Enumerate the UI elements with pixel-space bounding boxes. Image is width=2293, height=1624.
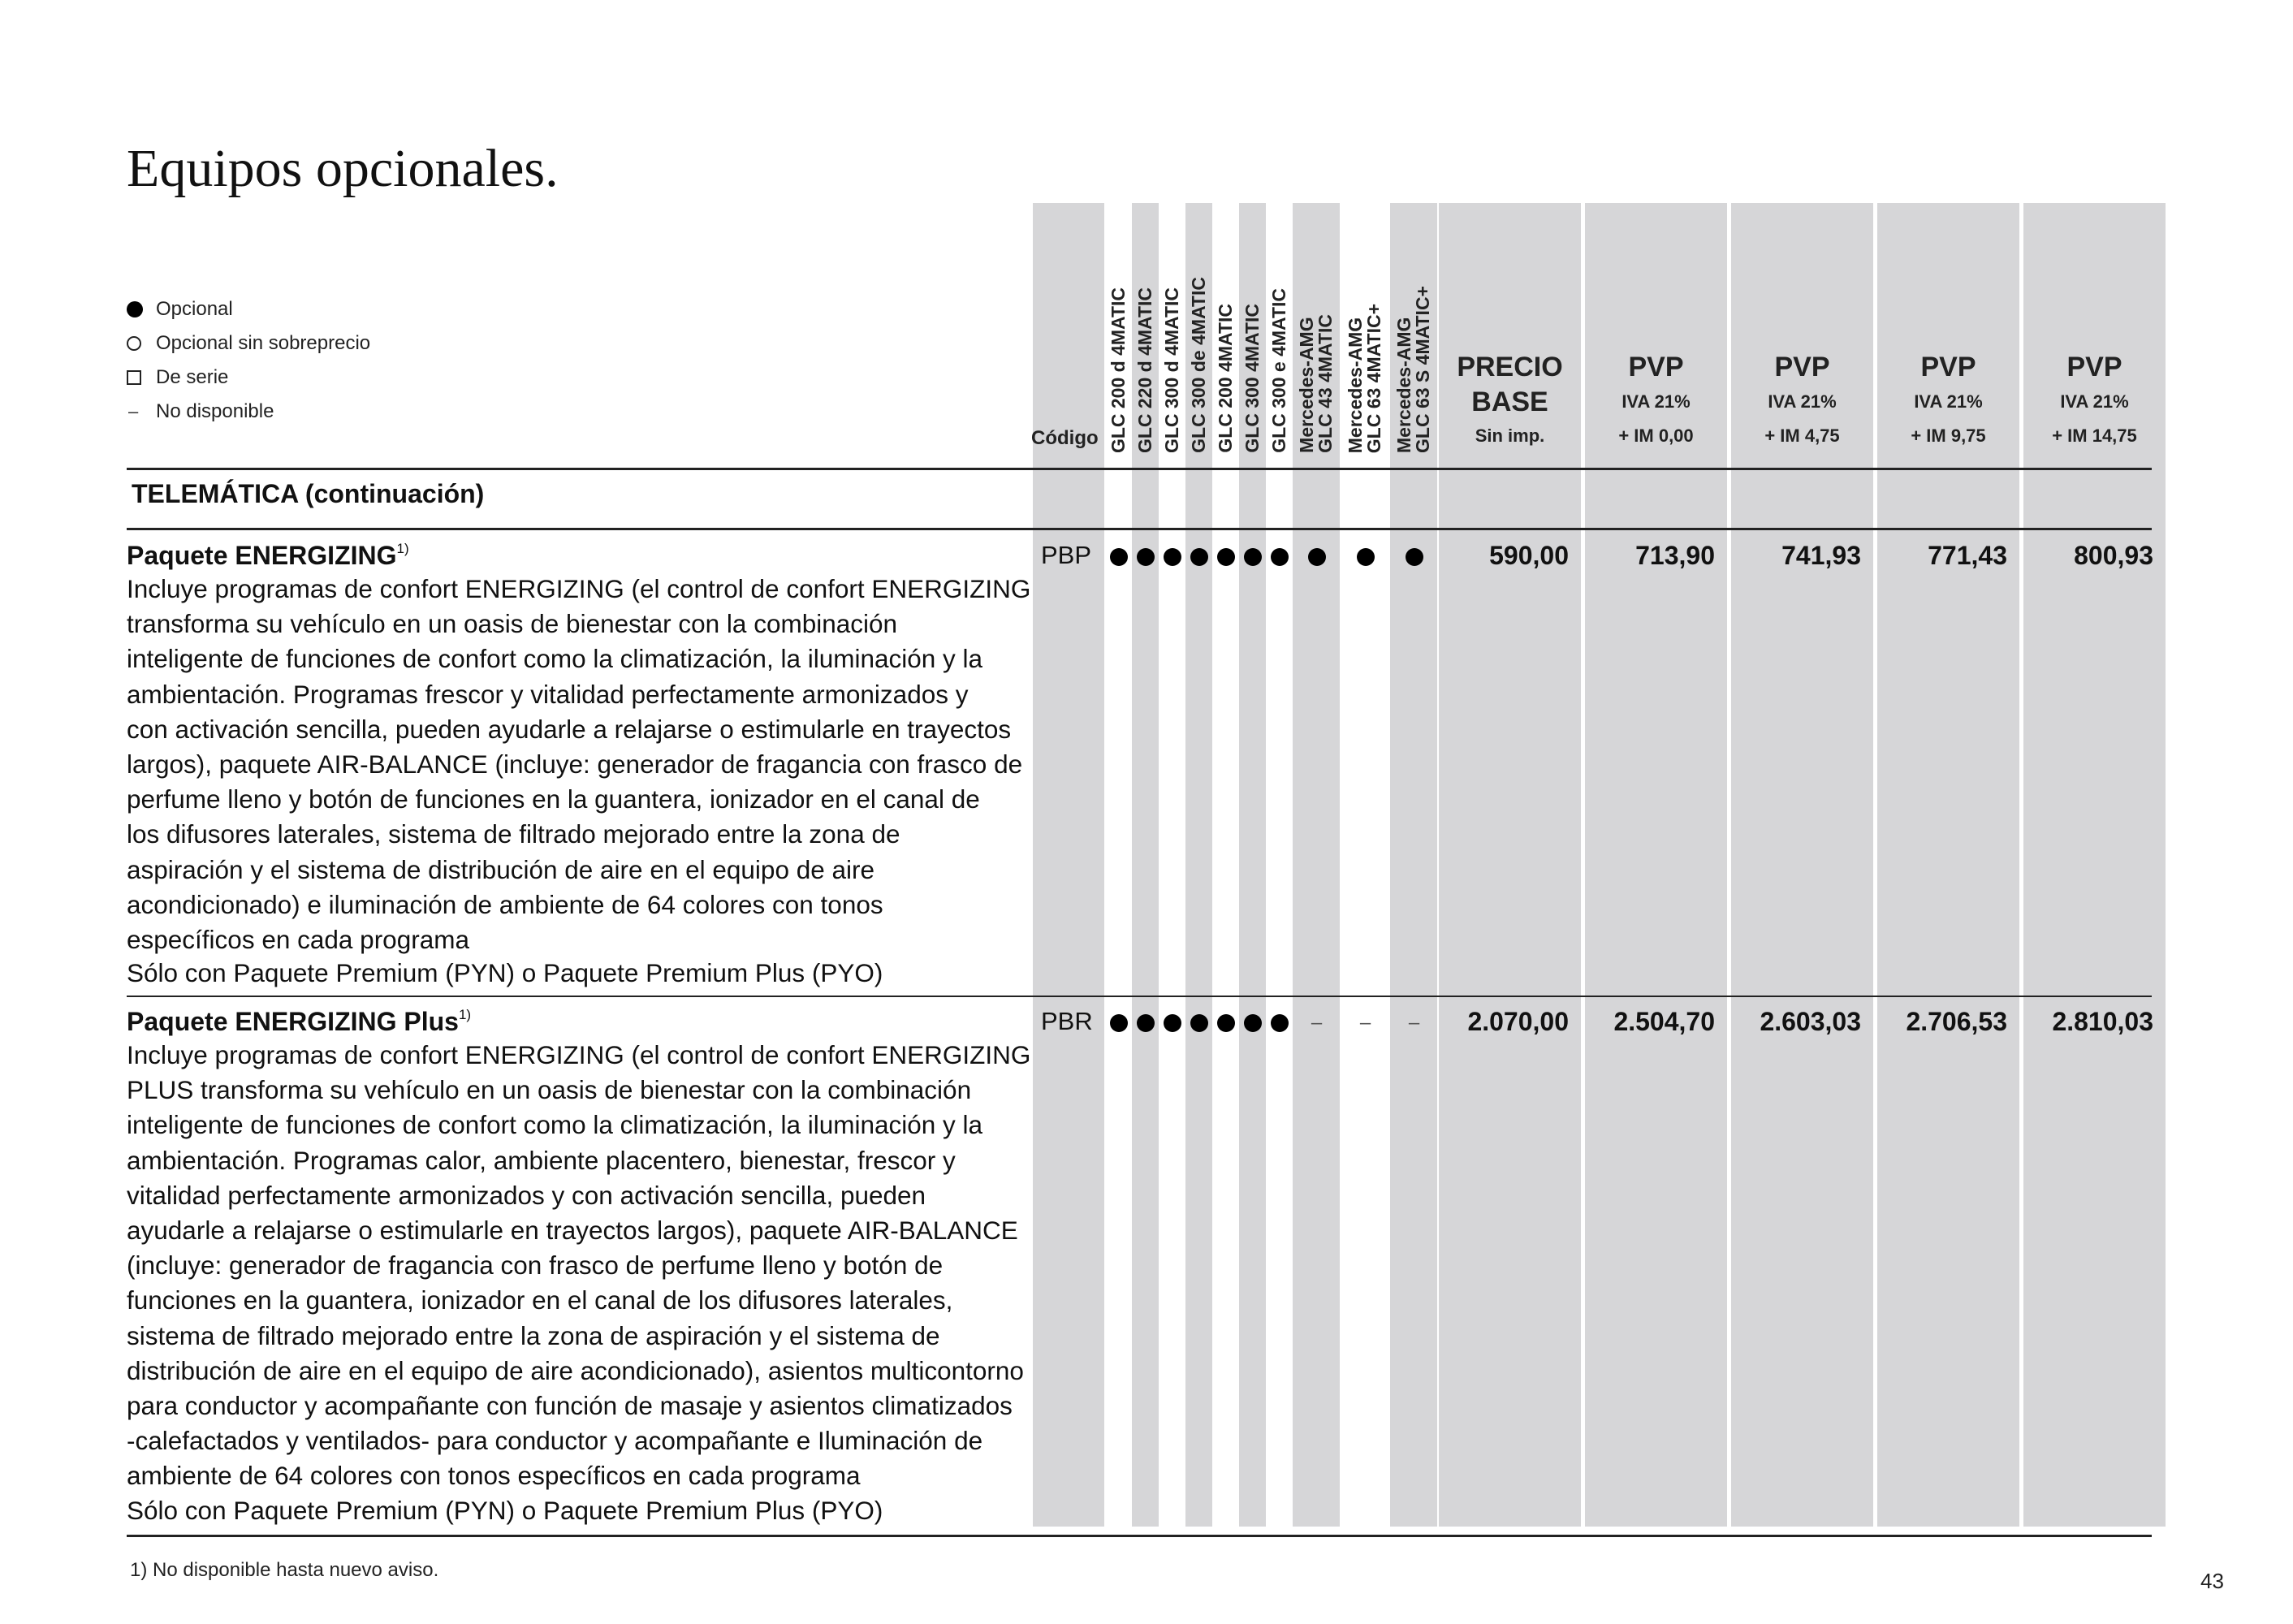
dash-icon: – [1408,1012,1420,1034]
model-header-2: GLC 220 d 4MATIC [1134,287,1155,453]
pvp-im-0: 713,90 [1635,541,1715,570]
filled-dot-icon [1352,542,1379,572]
filled-dot-icon [1303,542,1330,572]
filled-dot-icon [1105,542,1132,572]
model-header-6: GLC 300 4MATIC [1242,304,1263,453]
pvp-header-2: PVP IVA 21% + IM 4,75 [1764,352,1840,446]
filled-dot-icon [1185,542,1212,572]
model-header-8: Mercedes-AMG GLC 43 4MATIC [1296,314,1336,453]
filled-dot-icon [1266,1009,1293,1038]
filled-dot-icon [1132,1009,1159,1038]
filled-dot-icon [1212,1009,1239,1038]
footnote-ref: 1) [396,541,409,556]
pvp-header-4: PVP IVA 21% + IM 14,75 [2052,352,2137,446]
filled-dot-icon [1266,542,1293,572]
dash-icon: – [1359,1012,1371,1034]
filled-dot-icon [1132,542,1159,572]
item-note: Sólo con Paquete Premium (PYN) o Paquete Premium Plus (PYO) [127,958,883,987]
precio-base-header: PRECIO BASE Sin imp. [1457,352,1563,446]
filled-dot-icon [1159,1009,1185,1038]
filled-dot-icon [1185,1009,1212,1038]
item-description: Incluye programas de confort ENERGIZING (el control de confort ENERGIZING transforma su vehículo en un oasis de bienestar con la combinación inteligente de funciones de confort como la climatización, la iluminación y la ambientación. Programas frescor y vitalidad perfectamente armonizados y con activación sencilla, pueden ayudarle a relajarse o estimularle en trayectos largos), paquete AIR-BALANCE (incluye: generador de fragancia con frasco de perfume lleno y botón de funciones en la guantera, ionizador en el canal de los difusores laterales, sistema de filtrado mejorado entre la zona de aspiración y el sistema de distribución de aire en el equipo de aire acondicionado) e iluminación de ambiente de 64 colores con tonos específicos en cada programa [127,574,1031,955]
option-code: PBR [1041,1007,1093,1035]
page-title: Equipos opcionales. [127,139,559,198]
filled-dot-icon [1212,542,1239,572]
footnote-ref: 1) [458,1007,472,1022]
pvp-im-4-75: 2.603,03 [1760,1007,1861,1036]
pvp-im-0: 2.504,70 [1613,1007,1715,1036]
filled-dot-icon [1401,542,1427,572]
item-title: Paquete ENERGIZING$^{1)}$ [127,541,409,570]
legend-opcional-sin-sobreprecio: Opcional sin sobreprecio [127,326,370,361]
item-title: Paquete ENERGIZING Plus$^{1)}$ [127,1007,472,1036]
section-rule [127,528,2152,530]
pvp-header-3: PVP IVA 21% + IM 9,75 [1911,352,1986,446]
model-header-5: GLC 200 4MATIC [1215,304,1236,453]
item-description: Incluye programas de confort ENERGIZING (el control de confort ENERGIZING PLUS transforma su vehículo en un oasis de bienestar con la combinación inteligente de funciones de confort como la climatización, la iluminación y la ambientación. Programas calor, ambiente placentero, bienestar, frescor y vitalidad perfectamente armonizados y con activación sencilla, pueden ayudarle a relajarse o estimularle en trayectos largos), paquete AIR-BALANCE (incluye: generador de fragancia con frasco de perfume lleno y botón de funciones en la guantera, ionizador en el canal de los difusores laterales, sistema de filtrado mejorado entre la zona de aspiración y el sistema de distribución de aire en el equipo de aire acondicionado), asientos multicontorno para conductor y acompañante con función de masaje y asientos climatizados -calefactados y ventilados- para conductor y acompañante e Iluminación de ambiente de 64 colores con tonos específicos en cada programa [127,1040,1031,1491]
table-bottom-rule [127,1535,2152,1537]
pvp-im-9-75: 771,43 [1928,541,2007,570]
section-title: TELEMÁTICA (continuación) [132,479,485,508]
codigo-header: Código [1031,427,1099,449]
model-header-7: GLC 300 e 4MATIC [1268,288,1289,453]
dash-icon: – [1311,1012,1323,1034]
legend-de-serie: De serie [127,361,370,395]
precio-base: 2.070,00 [1467,1007,1569,1036]
empty-circle-icon [127,336,156,351]
item-note: Sólo con Paquete Premium (PYN) o Paquete Premium Plus (PYO) [127,1496,883,1525]
filled-dot-icon [1159,542,1185,572]
row-divider [127,996,2152,997]
pvp-im-4-75: 741,93 [1781,541,1861,570]
page-number: 43 [2200,1569,2224,1593]
footnote: 1) No disponible hasta nuevo aviso. [130,1559,439,1581]
model-header-1: GLC 200 d 4MATIC [1108,287,1129,453]
legend-no-disponible: – No disponible [128,400,274,422]
pvp-im-9-75: 2.706,53 [1906,1007,2007,1036]
legend-opcional: Opcional [127,292,370,326]
model-header-3: GLC 300 d 4MATIC [1161,287,1182,453]
precio-base: 590,00 [1489,541,1569,570]
filled-dot-icon [1105,1009,1132,1038]
model-header-10: Mercedes-AMG GLC 63 S 4MATIC+ [1393,286,1433,453]
option-code: PBP [1041,541,1092,569]
pvp-header-1: PVP IVA 21% + IM 0,00 [1618,352,1694,446]
filled-dot-icon [1239,542,1266,572]
empty-square-icon [127,370,156,385]
pvp-im-14-75: 800,93 [2074,541,2153,570]
model-header-9: Mercedes-AMG GLC 63 4MATIC+ [1345,303,1384,453]
pvp-im-14-75: 2.810,03 [2052,1007,2153,1036]
model-header-4: GLC 300 de 4MATIC [1188,277,1209,453]
filled-dot-icon [127,301,156,317]
legend [127,292,370,429]
filled-dot-icon [1239,1009,1266,1038]
dash-icon: – [128,401,139,421]
header-rule [127,468,2152,470]
